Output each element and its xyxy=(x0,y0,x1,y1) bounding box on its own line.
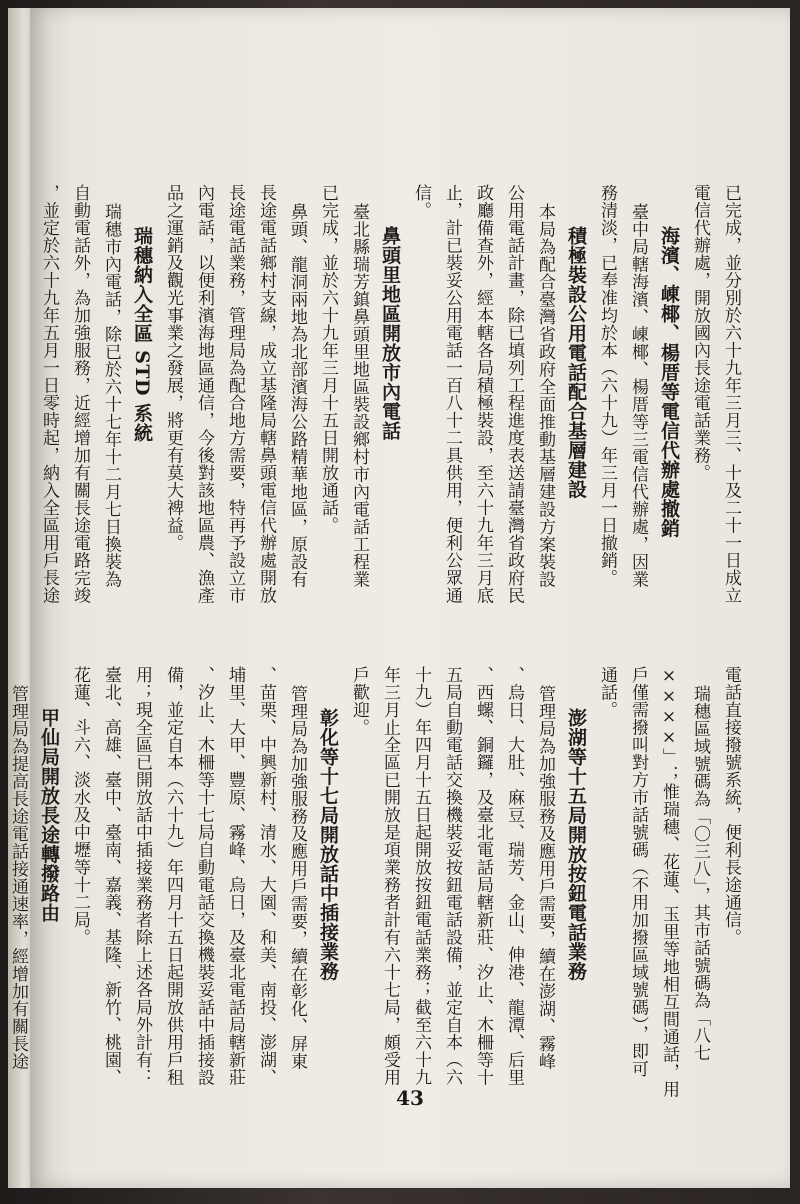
section-heading: 甲仙局開放長途轉撥路由 xyxy=(38,707,60,923)
text-column: 十九）年四月十五日起開放按鈕電話業務；截至六十九 xyxy=(411,666,431,1086)
text-column: 用；現全區已開放話中插接業務者除上述各局外計有： xyxy=(132,666,152,1086)
text-column: 花蓮、斗六、淡水及中壢等十二局。 xyxy=(70,666,90,946)
text-column: 本局為配合臺灣省政府全面推動基層建設方案裝設 xyxy=(535,202,555,588)
text-column: 年三月止全區已開放是項業務者計有六十七局，頗受用 xyxy=(380,666,400,1086)
text-column: 公用電話計畫，除已填列工程進度表送請臺灣省政府民 xyxy=(504,184,524,604)
text-column: 、西螺、銅鑼，及臺北電話局轄新莊、汐止、木柵等十 xyxy=(473,666,493,1086)
text-column: 管理局為加強服務及應用戶需要，續在澎湖、霧峰 xyxy=(535,684,555,1070)
text-column: 、苗栗、中興新村、清水、大園、和美、南投、澎湖、 xyxy=(256,666,276,1086)
text-column: 內電話，以便利濱海地區通信，今後對該地區農、漁產 xyxy=(194,184,214,604)
text-column: 管理局為加強服務及應用戶需要，續在彰化、屏東 xyxy=(287,684,307,1070)
text-column: 、烏日、大肚、麻豆、瑞芳、金山、伸港、龍潭、后里 xyxy=(504,666,524,1086)
text-column: ，並定於六十九年五月一日零時起，納入全區用戶長途 xyxy=(39,184,59,604)
text-column: 、汐止、木柵等十七局自動電話交換機裝妥話中插接設 xyxy=(194,666,214,1086)
text-column: 信。 xyxy=(411,184,431,219)
text-column: 備，並定自本（六十九）年四月十五日起開放供用戶租 xyxy=(163,666,183,1086)
text-column: 務清淡，已奉准均於本（六十九）年三月一日撤銷。 xyxy=(597,184,617,587)
section-heading: 海濱、崠椰、楊厝等電信代辦處撤銷 xyxy=(658,225,680,538)
text-column: 止，計已裝妥公用電話一百八十二具供用，便利公眾通 xyxy=(442,184,462,604)
text-column: 臺北、高雄、臺中、臺南、嘉義、基隆、新竹、桃園、 xyxy=(101,666,121,1086)
text-column: 戶歡迎。 xyxy=(349,666,369,736)
text-column: 通話。 xyxy=(597,666,617,719)
section-heading: 鼻頭里地區開放市內電話 xyxy=(379,225,401,441)
text-column: 臺中局轄海濱、崠椰、楊厝等三電信代辦處，因業 xyxy=(628,202,648,588)
text-column: 管理局為提高長途電話接通速率，經增加有關長途 xyxy=(8,684,28,1070)
upper-text-block xyxy=(33,184,746,654)
text-column: 電話直接撥號系統，便利長途通信。 xyxy=(721,666,741,946)
text-column: 戶僅需撥叫對方市話號碼（不用加撥區域號碼），即可 xyxy=(628,666,648,1078)
text-column: 瑞穗區域號碼為「〇三八」，其市話號碼為「八七 xyxy=(690,684,710,1062)
text-column: 埔里、大甲、豐原、霧峰、烏日，及臺北電話局轄新莊 xyxy=(225,666,245,1086)
text-column: 長途電話鄉村支線，成立基隆局轄鼻頭電信代辦處開放 xyxy=(256,184,276,604)
book-page xyxy=(8,8,790,1188)
text-column: ××××」；惟瑞穗、花蓮、玉里等地相互間通話，用 xyxy=(659,666,679,1098)
text-column: 瑞穗市內電話，除已於六十七年十二月七日換裝為 xyxy=(101,202,121,588)
text-column: 鼻頭、龍洞兩地為北部濱海公路精華地區，原設有 xyxy=(287,202,307,588)
text-column: 已完成，並於六十九年三月十五日開放通話。 xyxy=(318,184,338,534)
text-column: 政廳備查外，經本轄各局積極裝設，至六十九年三月底 xyxy=(473,184,493,604)
text-column: 已完成，並分別於六十九年三月三、十及二十一日成立 xyxy=(721,184,741,604)
section-heading: 積極裝設公用電話配合基層建設 xyxy=(565,225,587,499)
text-column: 電信代辦處，開放國內長途電話業務。 xyxy=(690,184,710,482)
text-column: 長途電話業務，管理局為配合地方需要，特再予設立市 xyxy=(225,184,245,604)
text-column: 品之運銷及觀光事業之發展，將更有莫大裨益。 xyxy=(163,184,183,552)
section-heading: 彰化等十七局開放話中插接業務 xyxy=(317,707,339,981)
text-column: 自動電話外，為加強服務，近經增加有關長途電路完竣 xyxy=(70,184,90,604)
page-number: 43 xyxy=(396,1086,424,1110)
section-heading: 瑞穗納入全區 STD 系統 xyxy=(131,225,153,442)
text-column: 臺北縣瑞芳鎮鼻頭里地區裝設鄉村市內電話工程業 xyxy=(349,202,369,588)
section-heading: 澎湖等十五局開放按鈕電話業務 xyxy=(565,707,587,981)
text-column: 五局自動電話交換機裝妥按鈕電話設備，並定自本（六 xyxy=(442,666,462,1086)
